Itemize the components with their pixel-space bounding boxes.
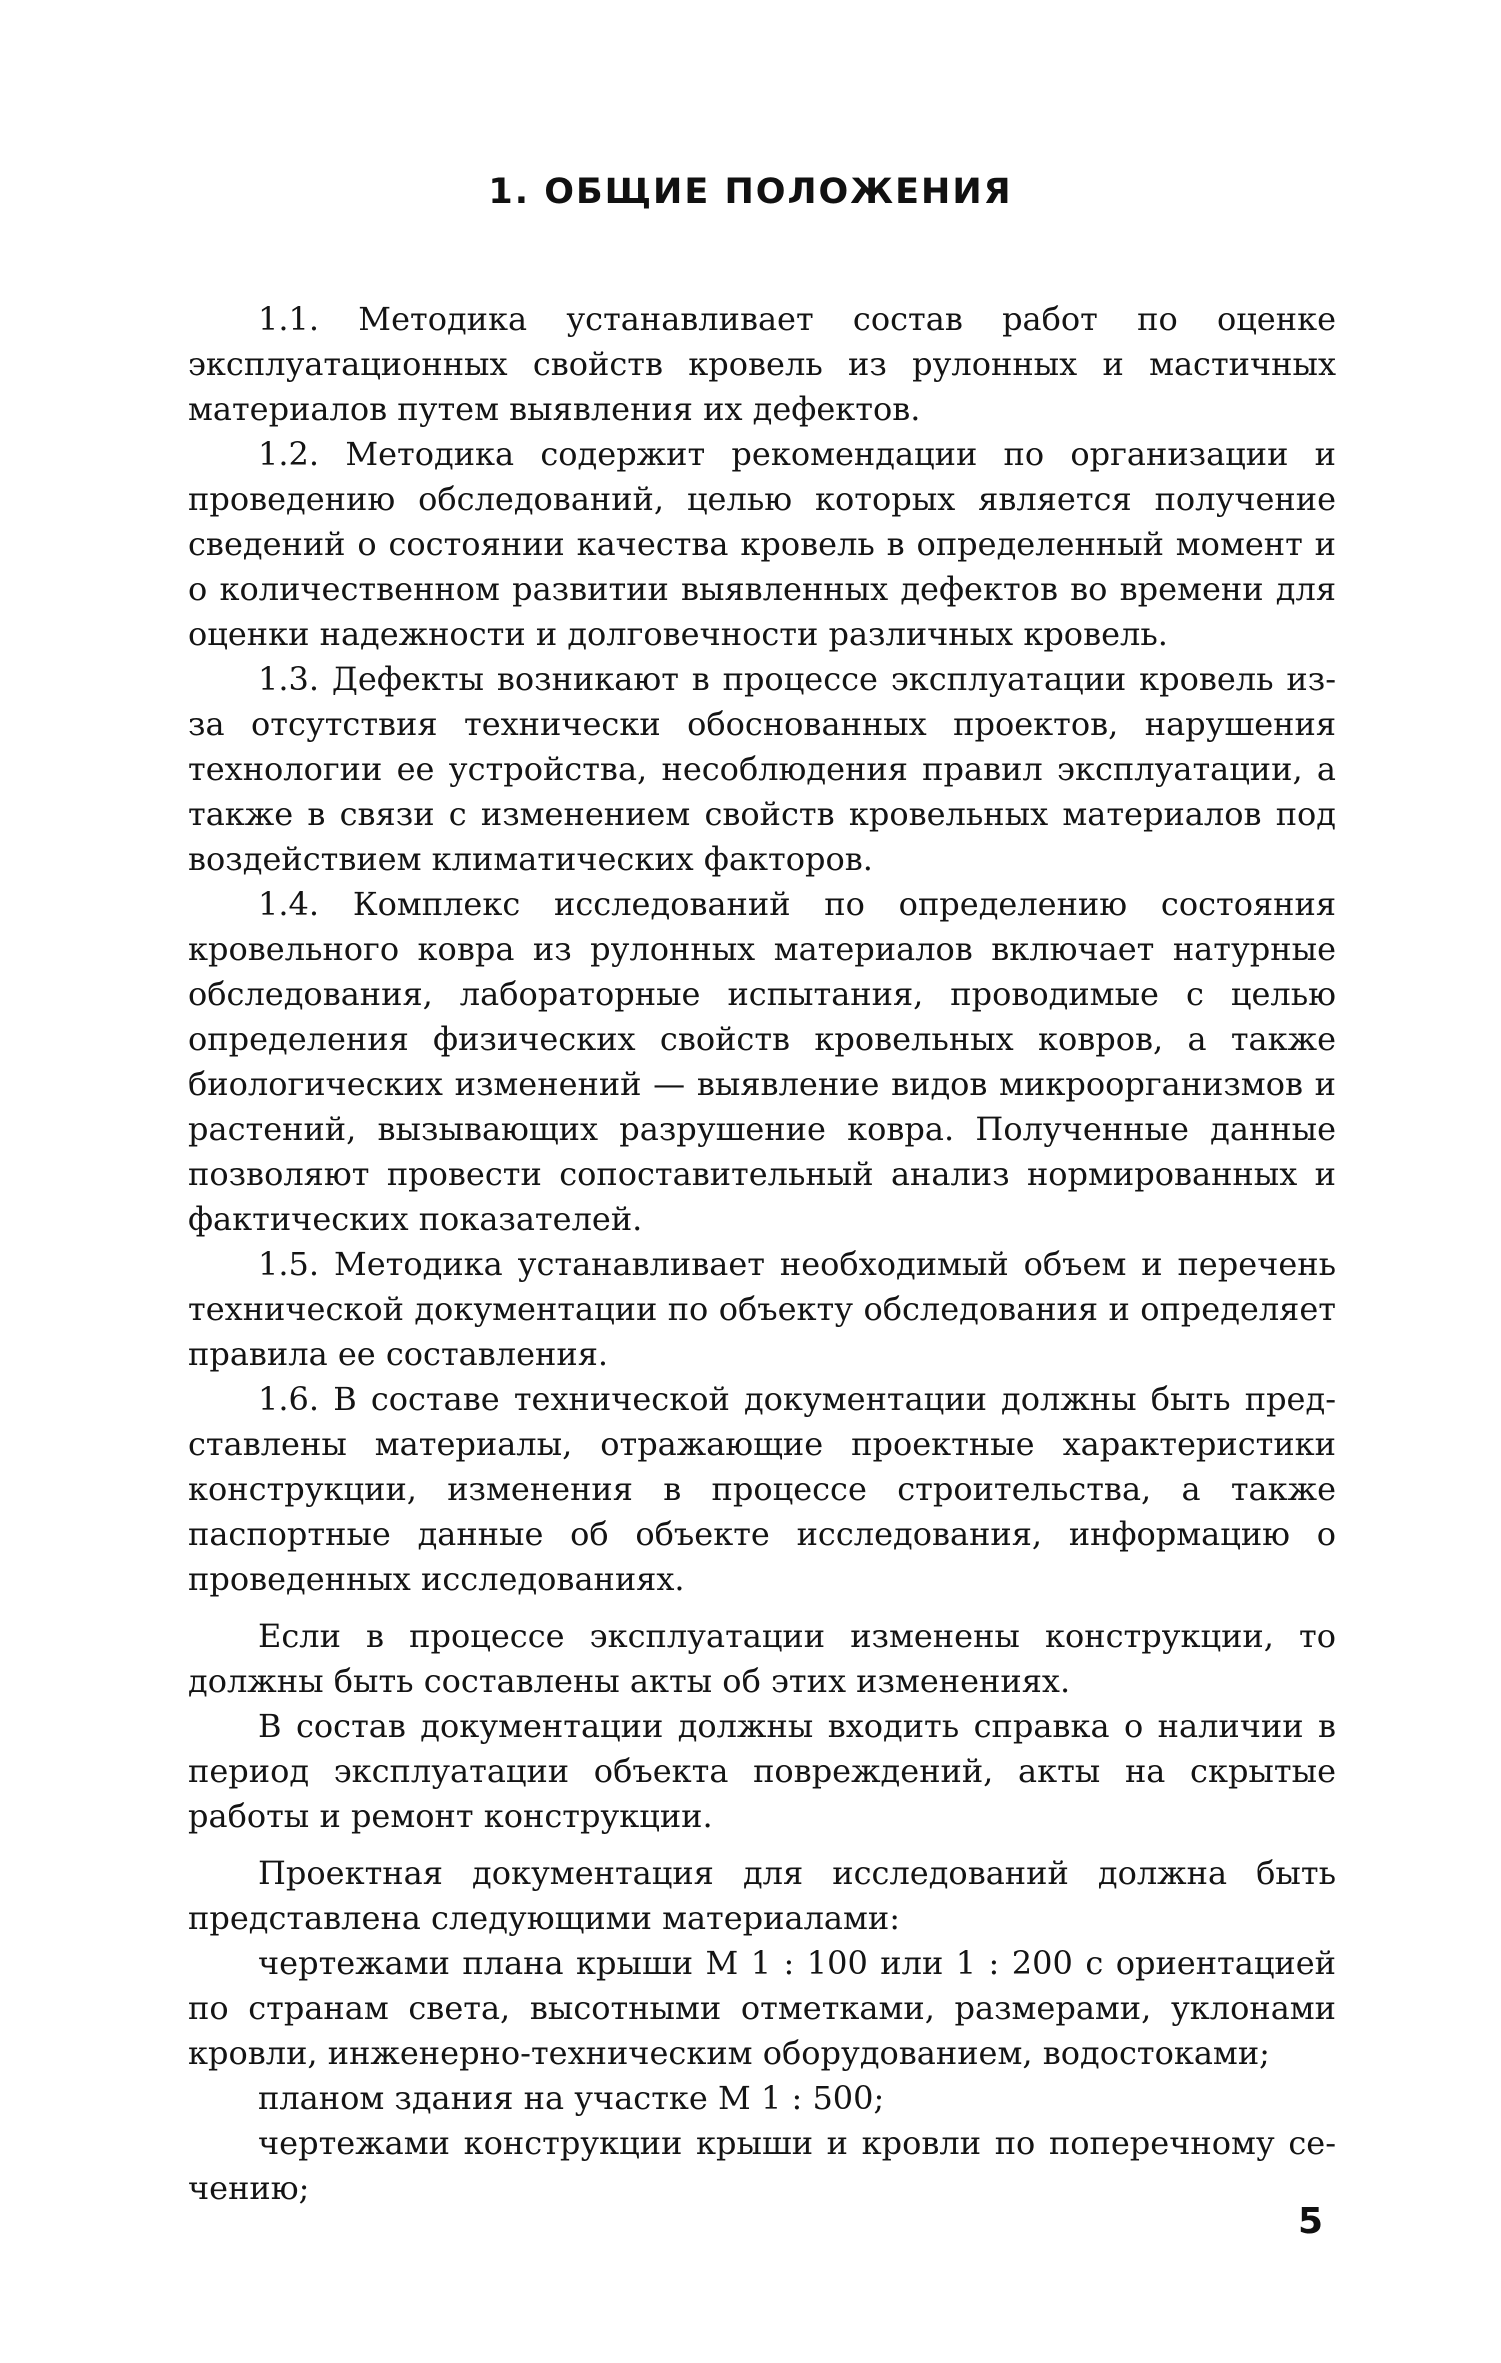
paragraph-1-3: 1.3. Дефекты возникают в процессе эксплуатации кровель из-за отсутствия технически обоснованных проектов, нарушения технологии ее устройства, несоблюдения правил эксплуатации, а также в связи с изменением свойств кровельных материалов под воздействием климатических факторов. [188,660,1336,878]
paragraph-1-4: 1.4. Комплекс исследований по определению состояния кровельного ковра из рулонных материалов включает натурные обследования, лабораторные испытания, проводимые с целью определения физических свойств кровельных ковров, а также биологических изменений — выявление видов микроорганизмов и растений, вызывающих разрушение ковра. Полученные данные позволяют провести сопоставительный анализ нормированных и фактических показателей. [188,885,1336,1238]
paragraph-1-2: 1.2. Методика содержит рекомендации по организации и проведению обследований, целью которых является получение сведений о состоянии качества кровель в определенный момент и о количественном развитии выявленных дефектов во времени для оценки надежности и долговечности различных кровель. [188,435,1336,653]
list-item-site-plan: планом здания на участке М 1 : 500; [258,2079,885,2117]
paragraph-1-1: 1.1. Методика устанавливает состав работ по оценке эксплуатационных свойств кровель из рулонных и мастичных материалов путем выявления их дефектов. [188,300,1336,428]
paragraph-project-docs: Проектная документация для исследований должна быть представлена следующими материалами: [188,1854,1336,1937]
page-number: 5 [1298,2201,1324,2242]
paragraph-documentation: В состав документации должны входить справка о наличии в период эксплуатации объекта повреждений, акты на скрытые работы и ремонт конструкции. [188,1707,1336,1835]
paragraph-1-6: 1.6. В составе технической документации должны быть представлены материалы, отражающие проектные характеристики конструкции, изменения в процессе строительства, а также паспортные данные об объекте исследования, информацию о проведенных исследованиях. [188,1380,1336,1598]
paragraph-1-5: 1.5. Методика устанавливает необходимый объем и перечень технической документации по объекту обследования и определяет правила ее составления. [188,1245,1336,1373]
section-heading: 1. ОБЩИЕ ПОЛОЖЕНИЯ [488,172,1013,212]
list-item-roof-plan: чертежами плана крыши М 1 : 100 или 1 : 200 с ориентацией по странам света, высотными отметками, размерами, уклонами кровли, инженерно-техническим оборудованием, водостоками; [188,1944,1336,2072]
body-text [188,297,1336,2211]
list-item-roof-section: чертежами конструкции крыши и кровли по поперечному сечению; [188,2124,1336,2207]
paragraph-modifications: Если в процессе эксплуатации изменены конструкции, то должны быть составлены акты об этих изменениях. [188,1617,1336,1700]
